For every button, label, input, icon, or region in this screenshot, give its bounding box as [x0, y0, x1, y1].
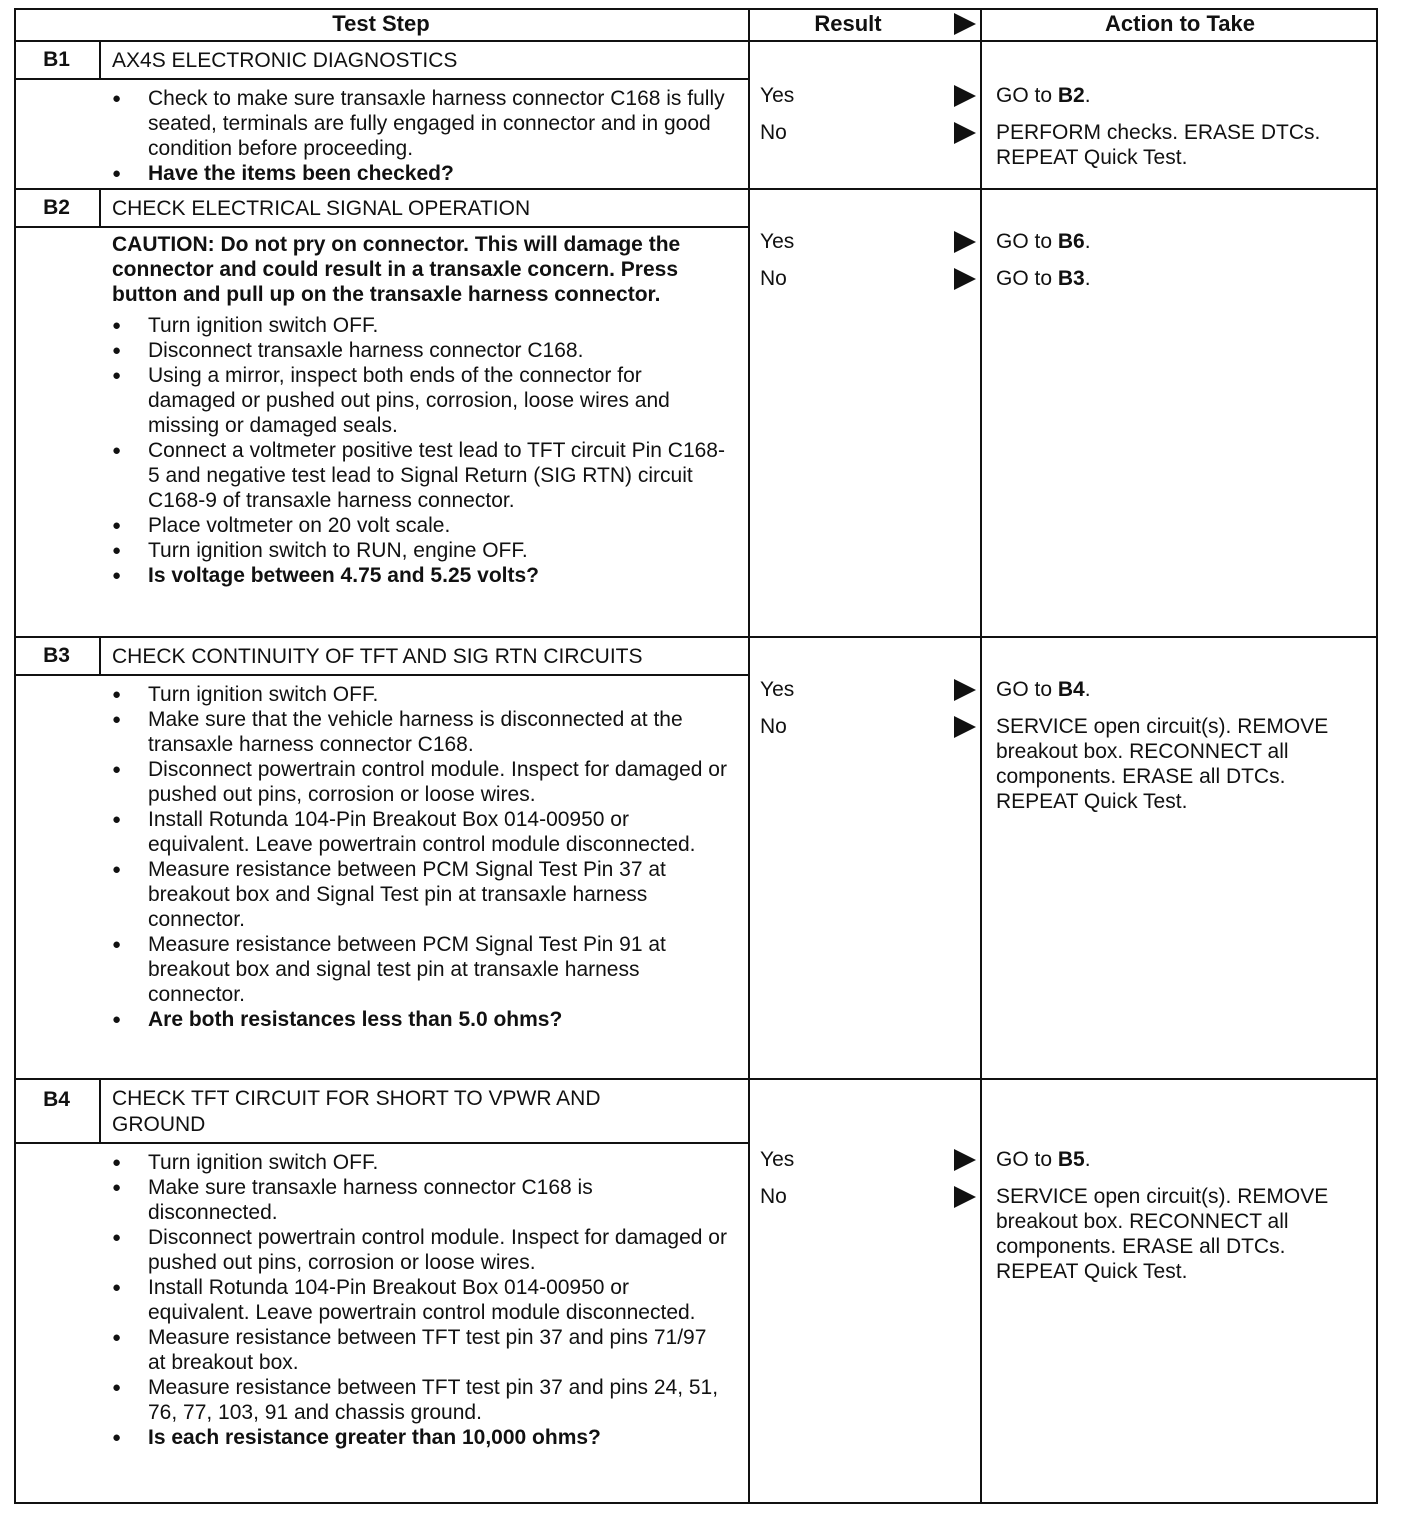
step-instruction: ● Using a mirror, inspect both ends of the connector for damaged or pushed out pins, corrosion, loose wires and missing or damaged seals.	[112, 363, 728, 438]
arrow-right-icon	[954, 268, 976, 290]
result-label: No	[760, 1185, 787, 1208]
result-label: Yes	[760, 678, 795, 701]
header-test-step: Test Step	[332, 11, 430, 36]
arrow-right-icon	[954, 122, 976, 144]
step-question: ● Are both resistances less than 5.0 ohms?	[112, 1007, 728, 1032]
arrow-right-icon	[954, 1186, 976, 1208]
step-title: AX4S ELECTRONIC DIAGNOSTICS	[112, 49, 458, 72]
action-text: GO to B6.	[996, 230, 1091, 253]
result-label: No	[760, 267, 787, 290]
step-instruction: ● Measure resistance between PCM Signal Test Pin 37 at breakout box and Signal Test pin at transaxle harness connector.	[112, 857, 728, 932]
step-body	[112, 232, 728, 588]
action-text: GO to B5.	[996, 1148, 1091, 1171]
step-body	[112, 682, 728, 1032]
action-text: GO to B2.	[996, 84, 1091, 107]
step-reference: B6	[1057, 230, 1085, 253]
header-arrow-icon	[954, 13, 976, 35]
arrow-right-icon	[954, 231, 976, 253]
step-instruction: ● Place voltmeter on 20 volt scale.	[112, 513, 728, 538]
result-label: No	[760, 715, 787, 738]
step-instruction: ● Turn ignition switch OFF.	[112, 682, 728, 707]
result-row	[760, 709, 1372, 821]
header-action: Action to Take	[1105, 11, 1255, 36]
arrow-right-icon	[954, 1149, 976, 1171]
step-instruction: ● Connect a voltmeter positive test lead to TFT circuit Pin C168-5 and negative test lead to Signal Return (SIG RTN) circuit C168-9 of transaxle harness connector.	[112, 438, 728, 513]
result-row	[760, 224, 1372, 261]
step-instruction: ● Install Rotunda 104-Pin Breakout Box 014-00950 or equivalent. Leave powertrain control module disconnected.	[112, 807, 728, 857]
action-text: GO to B4.	[996, 678, 1091, 701]
caution-text: CAUTION: Do not pry on connector. This will damage the connector and could result in a transaxle concern. Press button and pull up on the transaxle harness connector.	[112, 233, 681, 306]
step-reference: B5	[1057, 1148, 1085, 1171]
step-instruction: ● Disconnect powertrain control module. Inspect for damaged or pushed out pins, corrosion or loose wires.	[112, 757, 728, 807]
step-instruction: ● Turn ignition switch OFF.	[112, 1150, 728, 1175]
step-instruction: ● Disconnect transaxle harness connector C168.	[112, 338, 728, 363]
action-text: SERVICE open circuit(s). REMOVE breakout box. RECONNECT all components. ERASE all DTCs. REPEAT Quick Test.	[996, 715, 1329, 813]
arrow-right-icon	[954, 716, 976, 738]
step-id: B2	[43, 196, 70, 219]
step-question: ● Is voltage between 4.75 and 5.25 volts?	[112, 563, 728, 588]
step-body	[112, 1150, 728, 1450]
step-question: ● Have the items been checked?	[112, 161, 728, 186]
action-text: SERVICE open circuit(s). REMOVE breakout box. RECONNECT all components. ERASE all DTCs. REPEAT Quick Test.	[996, 1185, 1329, 1283]
arrow-right-icon	[954, 85, 976, 107]
step-instruction: ● Make sure transaxle harness connector C168 is disconnected.	[112, 1175, 728, 1225]
step-title: CHECK CONTINUITY OF TFT AND SIG RTN CIRCUITS	[112, 645, 643, 668]
result-row	[760, 78, 1372, 115]
result-row	[760, 672, 1372, 709]
result-row	[760, 1142, 1372, 1179]
step-question: ● Is each resistance greater than 10,000 ohms?	[112, 1425, 728, 1450]
header-result: Result	[814, 11, 882, 36]
action-text: PERFORM checks. ERASE DTCs. REPEAT Quick Test.	[996, 121, 1321, 169]
step-reference: B2	[1057, 84, 1085, 107]
step-title: CHECK TFT CIRCUIT FOR SHORT TO VPWR AND GROUND	[112, 1087, 601, 1136]
result-label: Yes	[760, 1148, 795, 1171]
diagnostic-table	[14, 8, 1378, 1504]
step-instruction: ● Make sure that the vehicle harness is disconnected at the transaxle harness connector C168.	[112, 707, 728, 757]
result-label: Yes	[760, 230, 795, 253]
step-body	[112, 86, 728, 186]
step-instruction: ● Turn ignition switch to RUN, engine OFF.	[112, 538, 728, 563]
step-instruction: ● Turn ignition switch OFF.	[112, 313, 728, 338]
step-instruction: ● Check to make sure transaxle harness connector C168 is fully seated, terminals are fully engaged in connector and in good condition before proceeding.	[112, 86, 728, 161]
step-instruction: ● Measure resistance between PCM Signal Test Pin 91 at breakout box and signal test pin at transaxle harness connector.	[112, 932, 728, 1007]
arrow-right-icon	[954, 679, 976, 701]
step-instruction: ● Install Rotunda 104-Pin Breakout Box 014-00950 or equivalent. Leave powertrain control module disconnected.	[112, 1275, 728, 1325]
step-reference: B3	[1057, 267, 1085, 290]
step-instruction: ● Measure resistance between TFT test pin 37 and pins 24, 51, 76, 77, 103, 91 and chassis ground.	[112, 1375, 728, 1425]
result-row	[760, 261, 1372, 298]
step-instruction: ● Measure resistance between TFT test pin 37 and pins 71/97 at breakout box.	[112, 1325, 728, 1375]
result-row	[760, 115, 1372, 177]
result-label: Yes	[760, 84, 795, 107]
step-instruction: ● Disconnect powertrain control module. Inspect for damaged or pushed out pins, corrosion or loose wires.	[112, 1225, 728, 1275]
action-text: GO to B3.	[996, 267, 1091, 290]
step-id: B3	[43, 644, 70, 667]
step-title: CHECK ELECTRICAL SIGNAL OPERATION	[112, 197, 531, 220]
result-label: No	[760, 121, 787, 144]
step-id: B4	[43, 1088, 70, 1111]
result-row	[760, 1179, 1372, 1291]
step-reference: B4	[1057, 678, 1085, 701]
step-id: B1	[43, 48, 70, 71]
